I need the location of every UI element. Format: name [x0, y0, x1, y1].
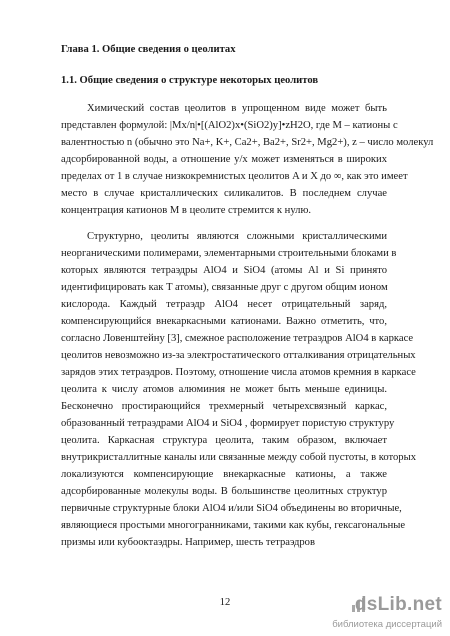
paragraph-line: локализуются компенсирующие внекаркасные катионы, а также [61, 469, 387, 480]
watermark [312, 594, 442, 632]
paragraph-line: Бесконечно простирающийся трехмерный четырехсвязный каркас, [61, 401, 387, 412]
paragraph-line: концентрация катионов M в цеолите стремится к нулю. [61, 205, 312, 216]
paragraph-line: валентностью n (обычно это Na+, K+, Ca2+, Ba2+, Sr2+, Mg2+), z – число молекул [61, 137, 434, 148]
paragraph-line: место в случае кристаллических силикалитов. В последнем случае [61, 188, 387, 199]
paragraph-line: адсорбированные молекулы воды. В большинстве цеолитных структур [61, 486, 387, 497]
paragraph-line: призмы или кубооктаэдры. Например, шесть тетраэдров [61, 537, 315, 548]
paragraph-line: представлен формулой: |Mx/n|•[(AlO2)x•(SiO2)y]•zH2O, где M – катионы с [61, 120, 398, 131]
paragraph-line: адсорбированной воды, а отношение y/x может изменяться в широких [61, 154, 387, 165]
paragraph-line: цеолита. Каркасная структура цеолита, таким образом, включает [61, 435, 387, 446]
paragraph-line: зарядов этих тетраэдров. Поэтому, отношение числа атомов кремния в каркасе [61, 367, 416, 378]
paragraph-line: являющиеся простыми многогранниками, такими как кубы, гексагональные [61, 520, 406, 531]
paragraph-line: цеолита к числу атомов алюминия не может быть меньше единицы. [61, 384, 387, 395]
paragraph-line: цеолитов невозможно из-за электростатического отталкивания отрицательных [61, 350, 416, 361]
paragraph-line: кислорода. Каждый тетраэдр AlO4 несет отрицательный заряд, [61, 299, 387, 310]
paragraph-line: внутрикристаллитные каналы или связанные между собой пустоты, в которых [61, 452, 417, 463]
section-title: 1.1. Общие сведения о структуре некоторых цеолитов [61, 75, 319, 86]
paragraph-line: согласно Ловенштейну [3], смежное расположение тетраэдров AlO4 в каркасе [61, 333, 414, 344]
paragraph-line: неорганическими полимерами, элементарными строительными блоками в [61, 248, 397, 259]
page-number: 12 [219, 597, 231, 608]
paragraph-line: первичные структурные блоки AlO4 и/или SiO4 объединены во вторичные, [61, 503, 402, 514]
paragraph-line: компенсирующийся внекаркасными катионами. Важно отметить, что, [61, 316, 387, 327]
watermark-subtitle: библиотека диссертаций [332, 619, 442, 630]
watermark-logo-text: dsLib.net [354, 594, 442, 615]
paragraph-line: Структурно, цеолиты являются сложными кристаллическими [87, 231, 387, 242]
paragraph-line: идентифицировать как T атомы), связанные друг с другом общим ионом [61, 282, 388, 293]
paragraph-line: образованный тетраэдрами AlO4 и SiO4 , формирует пористую структуру [61, 418, 395, 429]
chapter-title: Глава 1. Общие сведения о цеолитах [61, 44, 236, 55]
paragraph-line: Химический состав цеолитов в упрощенном виде может быть [87, 103, 387, 114]
paragraph-line: которых являются тетраэдры AlO4 и SiO4 (атомы Al и Si принято [61, 265, 387, 276]
paragraph-line: пределах от 1 в случае низкокремнистых цеолитов A и X до ∞, как это имеет [61, 171, 408, 182]
